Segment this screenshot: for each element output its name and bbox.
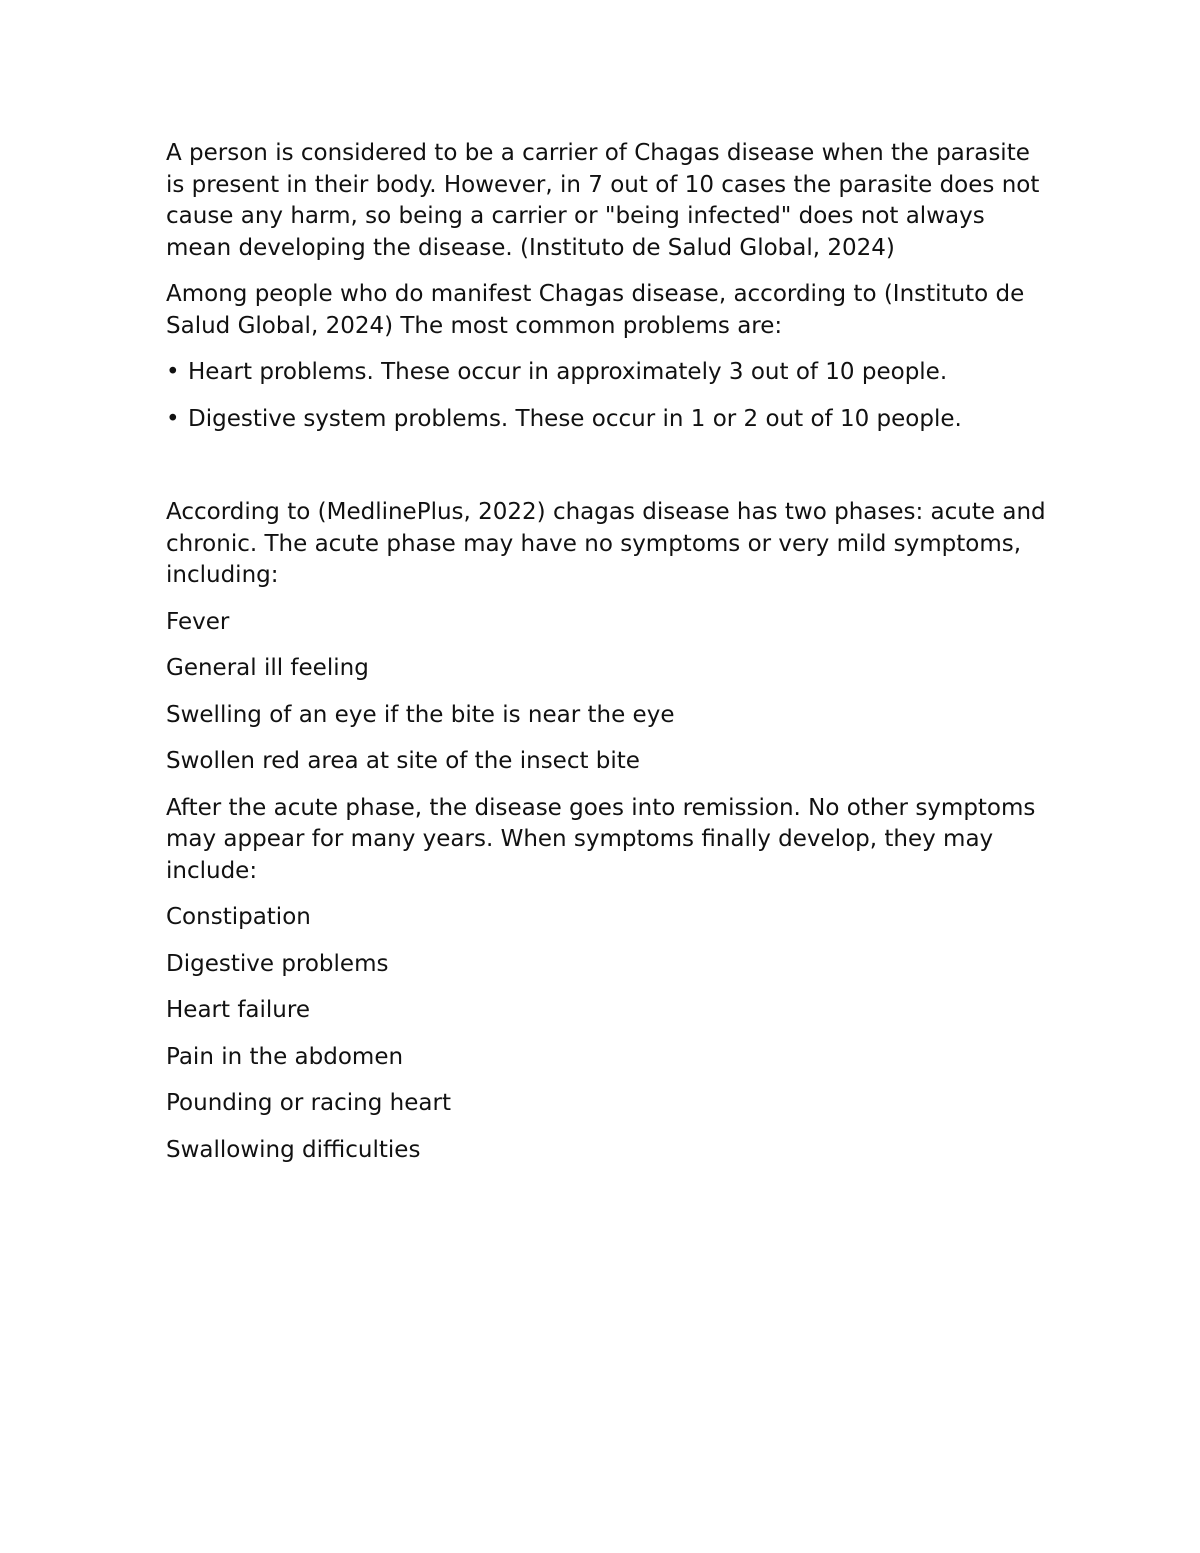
intro-paragraph-carrier: A person is considered to be a carrier of Chagas disease when the parasite is present in their body. However, in 7 out of 10 cases the parasite does not cause any harm, so being a carrier or "being infected" does not always mean developing the disease. (Instituto de Salud Global, 2024) xyxy=(166,140,1040,261)
chronic-phase-paragraph: After the acute phase, the disease goes into remission. No other symptoms may appear for many years. When symptoms finally develop, they may include: xyxy=(166,794,1036,884)
acute-symptom-line: Swollen red area at site of the insect bite xyxy=(166,748,640,774)
list-item xyxy=(166,357,1046,389)
chronic-symptom-line: Swallowing difficulties xyxy=(166,1136,421,1163)
acute-phase-paragraph: According to (MedlinePlus, 2022) chagas disease has two phases: acute and chronic. The acute phase may have no symptoms or very mild symptoms, including: xyxy=(166,499,1046,588)
intro-paragraph-manifest: Among people who do manifest Chagas disease, according to (Instituto de Salud Global, 2024) The most common problems are: xyxy=(166,281,1025,339)
acute-symptom-line: Fever xyxy=(166,608,230,635)
chronic-symptom-line: Pain in the abdomen xyxy=(166,1043,404,1070)
document-body xyxy=(166,138,1046,1181)
chronic-symptom-line: Constipation xyxy=(166,904,311,930)
blank-line xyxy=(166,450,1046,497)
list-item xyxy=(166,404,1046,436)
chronic-symptom-line: Heart failure xyxy=(166,997,310,1023)
list-item-text: Heart problems. These occur in approximately 3 out of 10 people. xyxy=(188,359,948,385)
chronic-symptom-line: Pounding or racing heart xyxy=(166,1090,451,1116)
acute-symptom-line: General ill feeling xyxy=(166,655,369,681)
common-problems-list xyxy=(166,357,1046,435)
chronic-symptom-line: Digestive problems xyxy=(166,950,389,977)
bullet-icon: • xyxy=(166,405,180,432)
list-item-text: Digestive system problems. These occur in 1 or 2 out of 10 people. xyxy=(188,405,962,432)
bullet-icon: • xyxy=(166,359,180,385)
acute-symptom-line: Swelling of an eye if the bite is near the eye xyxy=(166,701,675,728)
